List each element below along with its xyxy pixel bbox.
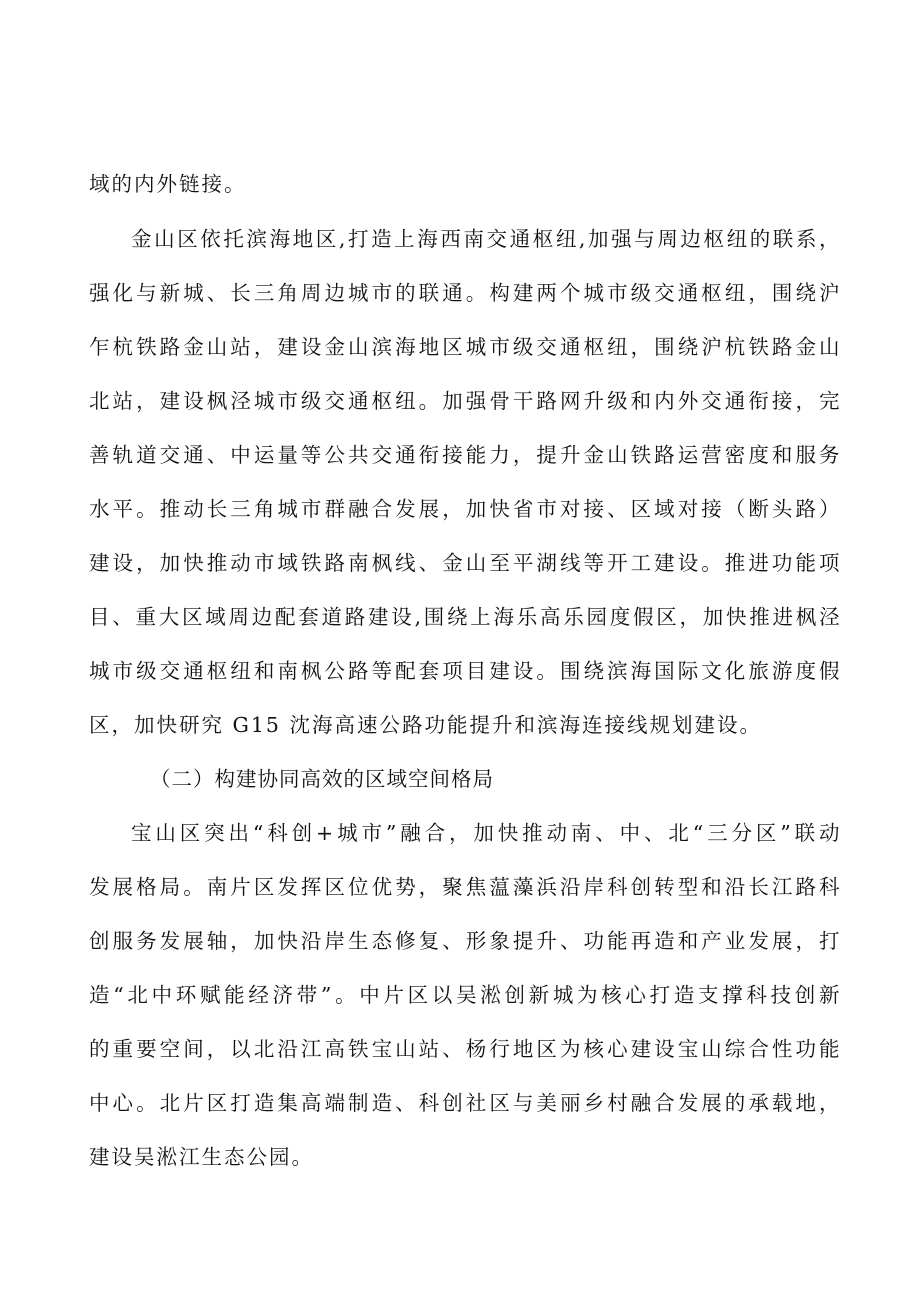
paragraph-line: 乍杭铁路金山站，建设金山滨海地区城市级交通枢纽，围绕沪杭铁路金山: [89, 335, 840, 359]
paragraph-line: 发展格局。南片区发挥区位优势，聚焦蕰藻浜沿岸科创转型和沿长江路科: [89, 875, 840, 899]
paragraph-line: 的重要空间，以北沿江高铁宝山站、杨行地区为核心建设宝山综合性功能: [89, 1037, 840, 1061]
paragraph-line: 目、重大区域周边配套道路建设,围绕上海乐高乐园度假区，加快推进枫泾: [89, 605, 840, 629]
paragraph-line: 宝山区突出“科创+城市”融合，加快推动南、中、北“三分区”联动: [131, 821, 840, 845]
paragraph-line: 善轨道交通、中运量等公共交通衔接能力，提升金山铁路运营密度和服务: [89, 443, 840, 467]
paragraph-line: 建设吴淞江生态公园。: [89, 1145, 314, 1169]
paragraph-line: 建设，加快推动市域铁路南枫线、金山至平湖线等开工建设。推进功能项: [89, 551, 840, 575]
paragraph-line: 城市级交通枢纽和南枫公路等配套项目建设。围绕滨海国际文化旅游度假: [89, 659, 840, 683]
section-heading: （二）构建协同高效的区域空间格局: [150, 767, 494, 791]
paragraph-line: 金山区依托滨海地区,打造上海西南交通枢纽,加强与周边枢纽的联系，: [131, 227, 840, 251]
paragraph-line: 水平。推动长三角城市群融合发展，加快省市对接、区域对接（断头路）: [89, 497, 840, 521]
paragraph-line: 区，加快研究 G15 沈海高速公路功能提升和滨海连接线规划建设。: [89, 713, 762, 737]
paragraph-line: 强化与新城、长三角周边城市的联通。构建两个城市级交通枢纽，围绕沪: [89, 281, 840, 305]
paragraph-line: 域的内外链接。: [89, 172, 247, 196]
paragraph-line: 中心。北片区打造集高端制造、科创社区与美丽乡村融合发展的承载地，: [89, 1091, 840, 1115]
paragraph-line: 创服务发展轴，加快沿岸生态修复、形象提升、功能再造和产业发展，打: [89, 929, 840, 953]
paragraph-line: 造“北中环赋能经济带”。中片区以吴淞创新城为核心打造支撑科技创新: [89, 983, 840, 1007]
paragraph-line: 北站，建设枫泾城市级交通枢纽。加强骨干路网升级和内外交通衔接，完: [89, 389, 840, 413]
